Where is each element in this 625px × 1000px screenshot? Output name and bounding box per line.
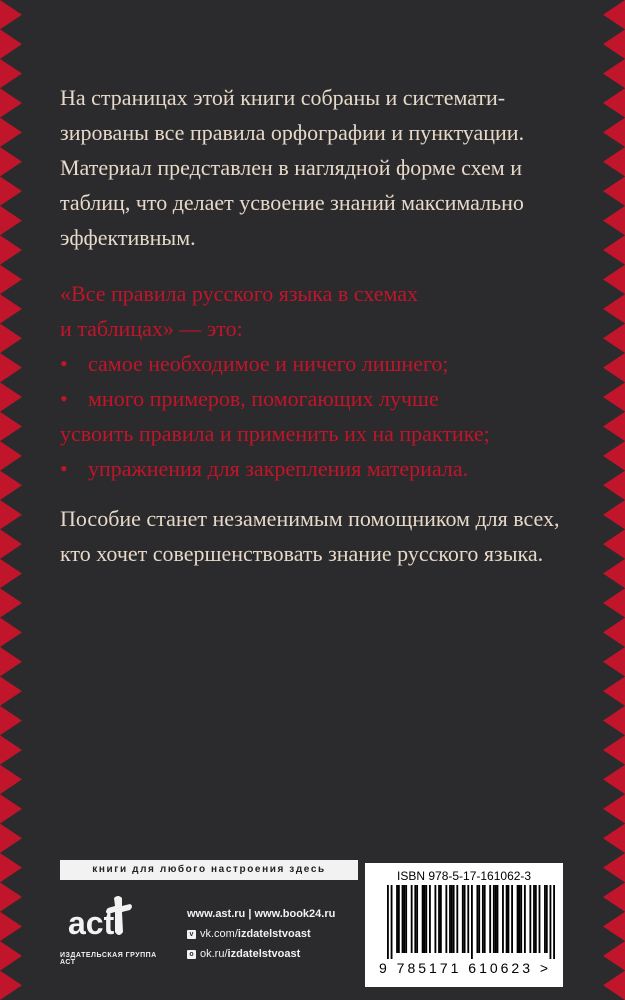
description-paragraph <box>60 80 565 255</box>
slogan-bar: книги для любого настроения здесь <box>60 860 358 880</box>
ean-digits: 9 785171 610623 > <box>379 960 552 976</box>
bullet-text: много примеров, помогающих лучше <box>88 386 439 411</box>
websites-link[interactable] <box>187 904 335 924</box>
ok-handle: izdatelstvoast <box>227 948 301 960</box>
description-line: таблиц, что делает усвоение знаний максимально <box>60 190 524 215</box>
bullet-text: упражнения для закрепления материала. <box>88 456 469 481</box>
ast-logo <box>66 892 136 947</box>
closing-line: кто хочет совершенствовать знание русского языка. <box>60 541 544 566</box>
highlight-intro-line: и таблицах» — это: <box>60 316 243 341</box>
back-cover-footer <box>60 860 563 990</box>
ok-icon: o <box>187 950 196 959</box>
websites-text: www.ast.ru | www.book24.ru <box>187 908 336 920</box>
description-line: зированы все правила орфографии и пунктуации. <box>60 120 525 145</box>
ast-logo-text: act <box>68 905 115 941</box>
vk-handle: izdatelstvoast <box>237 928 311 940</box>
closing-paragraph <box>60 501 560 571</box>
vk-prefix: vk.com/ <box>200 928 238 940</box>
bullet-item <box>60 346 490 381</box>
description-line: Материал представлен в наглядной форме схем и <box>60 155 522 180</box>
isbn-label: ISBN 978-5-17-161062-3 <box>397 869 532 883</box>
vk-link[interactable] <box>187 924 335 944</box>
highlight-intro-line: «Все правила русского языка в схемах <box>60 281 419 306</box>
barcode-bars <box>387 885 555 959</box>
vk-icon: v <box>187 930 196 939</box>
bullet-item <box>60 451 490 486</box>
ok-link[interactable] <box>187 944 335 964</box>
bullet-item <box>60 381 490 416</box>
bullet-continuation: усвоить правила и применить их на практике; <box>60 421 490 446</box>
right-zigzag-border <box>603 0 625 1000</box>
bullet-marker: • <box>60 351 68 376</box>
bullet-text: самое необходимое и ничего лишнего; <box>88 351 449 376</box>
ok-prefix: ok.ru/ <box>200 948 228 960</box>
publisher-caption: ИЗДАТЕЛЬСКАЯ ГРУППА АСТ <box>60 952 157 966</box>
description-line: На страницах этой книги собраны и системати- <box>60 85 506 110</box>
closing-line: Пособие станет незаменимым помощником для всех, <box>60 506 560 531</box>
bullet-marker: • <box>60 456 68 481</box>
description-block <box>60 80 565 255</box>
highlight-block <box>60 276 490 486</box>
bullet-marker: • <box>60 386 68 411</box>
left-zigzag-border <box>0 0 22 1000</box>
description-line: эффективным. <box>60 225 196 250</box>
publisher-links <box>187 904 335 964</box>
isbn-barcode <box>365 863 563 987</box>
